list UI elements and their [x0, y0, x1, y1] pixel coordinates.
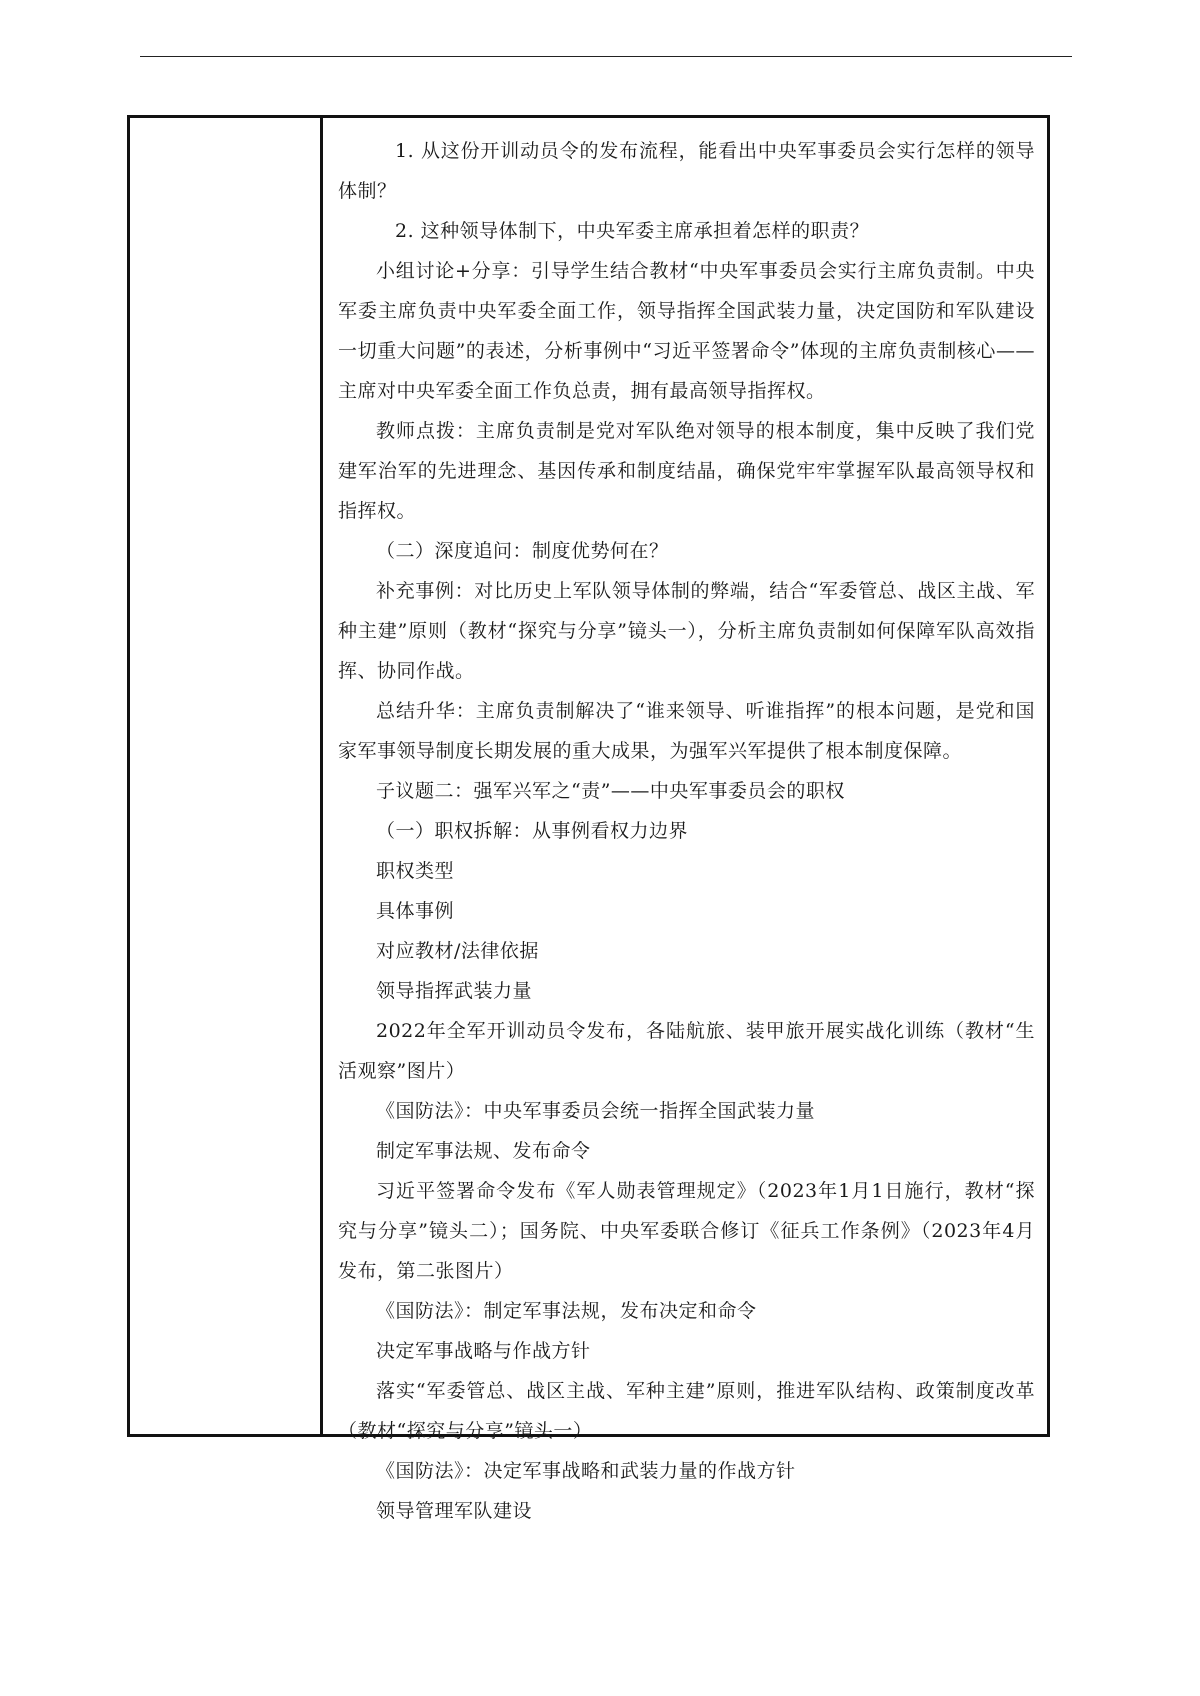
body-paragraph: 补充事例：对比历史上军队领导体制的弊端，结合“军委管总、战区主战、军种主建”原则（教材“探究与分享”镜头一），分析主席负责制如何保障军队高效指挥、协同作战。 [338, 580, 1035, 682]
column-divider [320, 118, 323, 1434]
body-paragraph: 职权类型 [376, 860, 455, 882]
question-paragraph: 2. 这种领导体制下，中央军委主席承担着怎样的职责？ [395, 220, 870, 242]
body-paragraph: 对应教材/法律依据 [376, 940, 539, 962]
body-paragraph: 具体事例 [376, 900, 455, 922]
body-paragraph: 教师点拨：主席负责制是党对军队绝对领导的根本制度，集中反映了我们党建军治军的先进理念、基因传承和制度结晶，确保党牢牢掌握军队最高领导权和指挥权。 [338, 420, 1035, 522]
body-paragraph: 制定军事法规、发布命令 [376, 1140, 591, 1162]
sub-topic-heading: 子议题二：强军兴军之“责”——中央军事委员会的职权 [376, 780, 845, 802]
body-paragraph: 习近平签署命令发布《军人勋表管理规定》（2023年1月1日施行，教材“探究与分享”镜头二）；国务院、中央军委联合修订《征兵工作条例》（2023年4月发布，第二张图片） [338, 1180, 1035, 1282]
body-paragraph: 《国防法》：制定军事法规，发布决定和命令 [376, 1300, 757, 1322]
question-paragraph: 1. 从这份开训动员令的发布流程，能看出中央军事委员会实行怎样的领导体制？ [338, 140, 1035, 202]
table-content-cell [326, 118, 1047, 1522]
body-paragraph: 《国防法》：中央军事委员会统一指挥全国武装力量 [376, 1100, 816, 1122]
body-paragraph: 落实“军委管总、战区主战、军种主建”原则，推进军队结构、政策制度改革（教材“探究与分享”镜头一） [338, 1380, 1035, 1442]
body-paragraph: 总结升华：主席负责制解决了“谁来领导、听谁指挥”的根本问题，是党和国家军事领导制度长期发展的重大成果，为强军兴军提供了根本制度保障。 [338, 700, 1035, 762]
lesson-plan-table [127, 115, 1050, 1522]
body-paragraph: 2022年全军开训动员令发布，各陆航旅、装甲旅开展实战化训练（教材“生活观察”图片） [338, 1020, 1035, 1082]
body-paragraph: 领导管理军队建设 [376, 1500, 533, 1522]
section-heading: （二）深度追问：制度优势何在？ [376, 540, 669, 562]
header-rule [140, 56, 1072, 57]
body-paragraph: 领导指挥武装力量 [376, 980, 533, 1002]
section-heading: （一）职权拆解：从事例看权力边界 [376, 820, 689, 842]
body-paragraph: 决定军事战略与作战方针 [376, 1340, 591, 1362]
table-left-cell [130, 118, 320, 1434]
body-paragraph: 《国防法》：决定军事战略和武装力量的作战方针 [376, 1460, 796, 1482]
body-paragraph: 小组讨论+分享：引导学生结合教材“中央军事委员会实行主席负责制。中央军委主席负责中央军委全面工作，领导指挥全国武装力量，决定国防和军队建设一切重大问题”的表述，分析事例中“习近平签署命令”体现的主席负责制核心——主席对中央军委全面工作负总责，拥有最高领导指挥权。 [338, 260, 1035, 402]
